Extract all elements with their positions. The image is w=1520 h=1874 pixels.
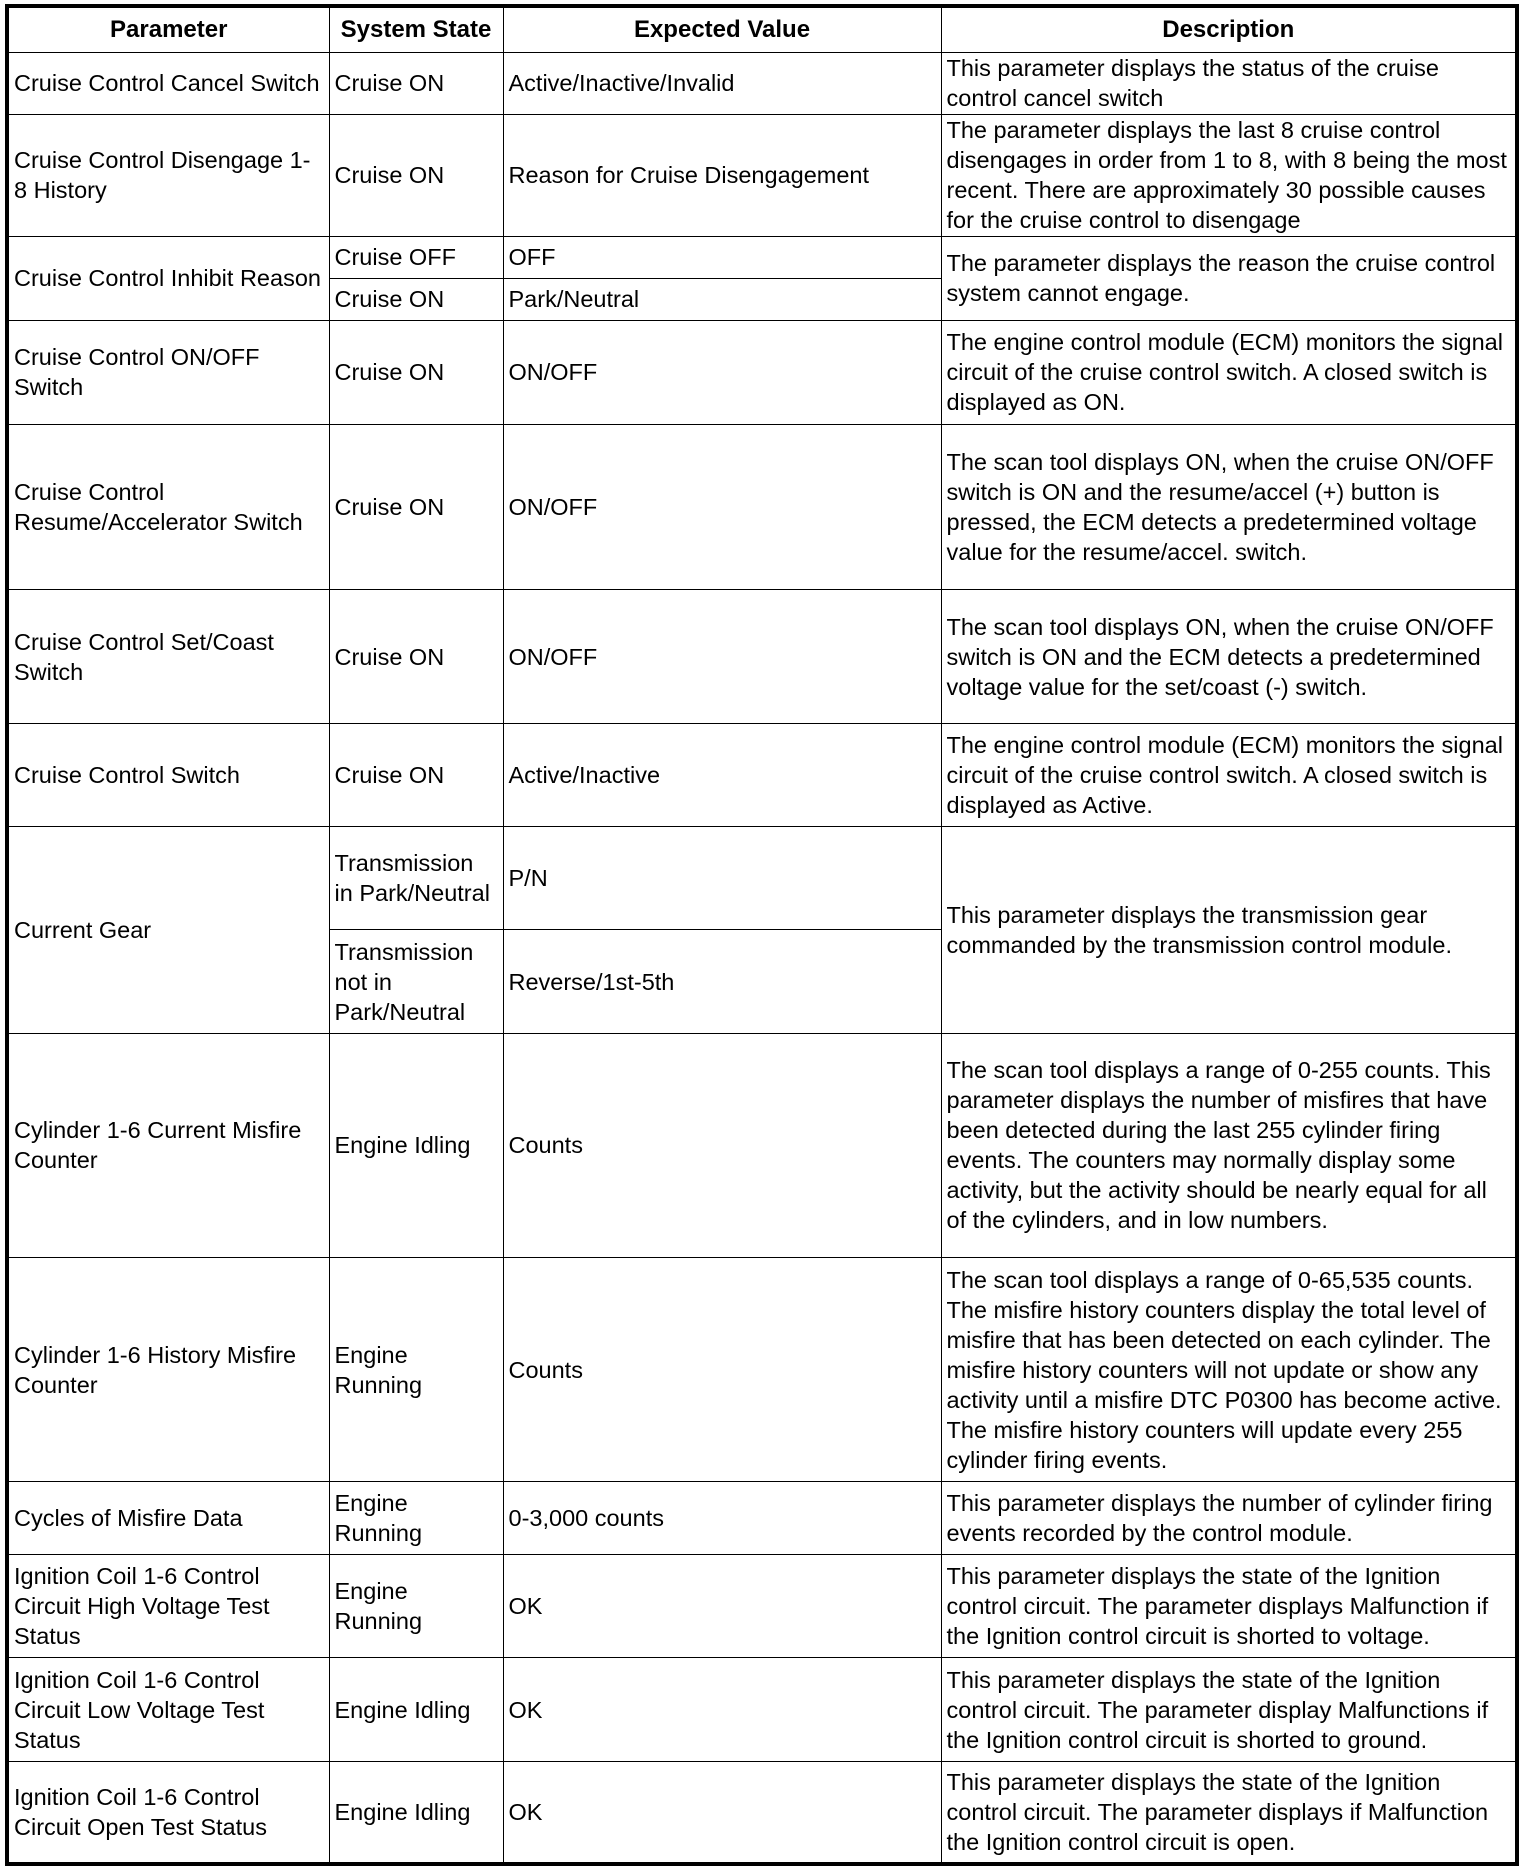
cell-description: The parameter displays the reason the cruise control system cannot engage.: [941, 236, 1517, 320]
cell-parameter: Cylinder 1-6 Current Misfire Counter: [7, 1033, 329, 1257]
cell-expected-value: Counts: [503, 1033, 941, 1257]
cell-system-state: Cruise OFF: [329, 236, 503, 278]
cell-system-state: Engine Running: [329, 1258, 503, 1482]
table-row: [7, 1482, 1517, 1554]
cell-parameter: Ignition Coil 1-6 Control Circuit Low Voltage Test Status: [7, 1658, 329, 1762]
cell-parameter: Cruise Control Inhibit Reason: [7, 236, 329, 320]
cell-parameter: Cruise Control Cancel Switch: [7, 52, 329, 114]
header-parameter: Parameter: [7, 6, 329, 52]
cell-description: The engine control module (ECM) monitors the signal circuit of the cruise control switch. A closed switch is displayed as ON.: [941, 320, 1517, 424]
cell-expected-value: P/N: [503, 826, 941, 930]
cell-description: The scan tool displays ON, when the cruise ON/OFF switch is ON and the resume/accel (+) button is pressed, the ECM detects a predetermined voltage value for the resume/accel. switch.: [941, 424, 1517, 590]
cell-parameter: Ignition Coil 1-6 Control Circuit Open Test Status: [7, 1761, 329, 1864]
cell-parameter: Cruise Control Set/Coast Switch: [7, 590, 329, 724]
cell-description: The engine control module (ECM) monitors the signal circuit of the cruise control switch. A closed switch is displayed as Active.: [941, 724, 1517, 827]
cell-system-state: Cruise ON: [329, 320, 503, 424]
cell-system-state: Cruise ON: [329, 424, 503, 590]
header-system-state: System State: [329, 6, 503, 52]
table-row: [7, 424, 1517, 590]
cell-expected-value: Reverse/1st-5th: [503, 930, 941, 1034]
cell-description: This parameter displays the transmission gear commanded by the transmission control module.: [941, 826, 1517, 1033]
cell-parameter: Cylinder 1-6 History Misfire Counter: [7, 1258, 329, 1482]
parameter-table: [5, 4, 1519, 1866]
cell-expected-value: Active/Inactive: [503, 724, 941, 827]
cell-description: The scan tool displays a range of 0-65,535 counts. The misfire history counters display the total level of misfire that has been detected on each cylinder. The misfire history counters will not update or show any activity until a misfire DTC P0300 has become active. The misfire history counters will update every 255 cylinder firing events.: [941, 1258, 1517, 1482]
table-row: [7, 320, 1517, 424]
cell-expected-value: OFF: [503, 236, 941, 278]
cell-expected-value: 0-3,000 counts: [503, 1482, 941, 1554]
cell-description: The scan tool displays a range of 0-255 counts. This parameter displays the number of misfires that have been detected during the last 255 cylinder firing events. The counters may normally display some activity, but the activity should be nearly equal for all of the cylinders, and in low numbers.: [941, 1033, 1517, 1257]
cell-expected-value: Active/Inactive/Invalid: [503, 52, 941, 114]
table-row: [7, 1033, 1517, 1257]
table-row: [7, 236, 1517, 278]
cell-system-state: Cruise ON: [329, 114, 503, 236]
cell-description: The scan tool displays ON, when the cruise ON/OFF switch is ON and the ECM detects a predetermined voltage value for the set/coast (-) switch.: [941, 590, 1517, 724]
table-row: [7, 590, 1517, 724]
cell-description: This parameter displays the state of the Ignition control circuit. The parameter displays if Malfunction the Ignition control circuit is open.: [941, 1761, 1517, 1864]
document-page: [5, 4, 1519, 1866]
header-expected-value: Expected Value: [503, 6, 941, 52]
cell-parameter: Current Gear: [7, 826, 329, 1033]
cell-description: This parameter displays the state of the Ignition control circuit. The parameter display Malfunctions if the Ignition control circuit is shorted to ground.: [941, 1658, 1517, 1762]
table-row: [7, 1554, 1517, 1658]
table-row: [7, 1761, 1517, 1864]
cell-system-state: Transmission not in Park/Neutral: [329, 930, 503, 1034]
cell-description: This parameter displays the number of cylinder firing events recorded by the control module.: [941, 1482, 1517, 1554]
table-row: [7, 826, 1517, 930]
cell-parameter: Cycles of Misfire Data: [7, 1482, 329, 1554]
cell-parameter: Ignition Coil 1-6 Control Circuit High Voltage Test Status: [7, 1554, 329, 1658]
header-description: Description: [941, 6, 1517, 52]
cell-expected-value: OK: [503, 1658, 941, 1762]
table-row: [7, 52, 1517, 114]
cell-description: This parameter displays the state of the Ignition control circuit. The parameter displays Malfunction if the Ignition control circuit is shorted to voltage.: [941, 1554, 1517, 1658]
cell-parameter: Cruise Control ON/OFF Switch: [7, 320, 329, 424]
cell-expected-value: ON/OFF: [503, 424, 941, 590]
table-row: [7, 1658, 1517, 1762]
cell-expected-value: OK: [503, 1554, 941, 1658]
header-row: [7, 6, 1517, 52]
cell-system-state: Cruise ON: [329, 590, 503, 724]
cell-expected-value: Reason for Cruise Disengagement: [503, 114, 941, 236]
cell-expected-value: OK: [503, 1761, 941, 1864]
cell-parameter: Cruise Control Resume/Accelerator Switch: [7, 424, 329, 590]
cell-system-state: Cruise ON: [329, 52, 503, 114]
cell-parameter: Cruise Control Switch: [7, 724, 329, 827]
cell-parameter: Cruise Control Disengage 1-8 History: [7, 114, 329, 236]
cell-system-state: Cruise ON: [329, 724, 503, 827]
cell-expected-value: Counts: [503, 1258, 941, 1482]
table-row: [7, 724, 1517, 827]
cell-description: This parameter displays the status of the cruise control cancel switch: [941, 52, 1517, 114]
cell-system-state: Cruise ON: [329, 278, 503, 320]
table-row: [7, 114, 1517, 236]
cell-system-state: Engine Running: [329, 1482, 503, 1554]
cell-system-state: Engine Idling: [329, 1033, 503, 1257]
cell-system-state: Engine Idling: [329, 1658, 503, 1762]
table-row: [7, 1258, 1517, 1482]
cell-system-state: Engine Idling: [329, 1761, 503, 1864]
cell-expected-value: ON/OFF: [503, 590, 941, 724]
cell-system-state: Engine Running: [329, 1554, 503, 1658]
cell-description: The parameter displays the last 8 cruise control disengages in order from 1 to 8, with 8 being the most recent. There are approximately 30 possible causes for the cruise control to disengage: [941, 114, 1517, 236]
cell-system-state: Transmission in Park/Neutral: [329, 826, 503, 930]
cell-expected-value: Park/Neutral: [503, 278, 941, 320]
cell-expected-value: ON/OFF: [503, 320, 941, 424]
